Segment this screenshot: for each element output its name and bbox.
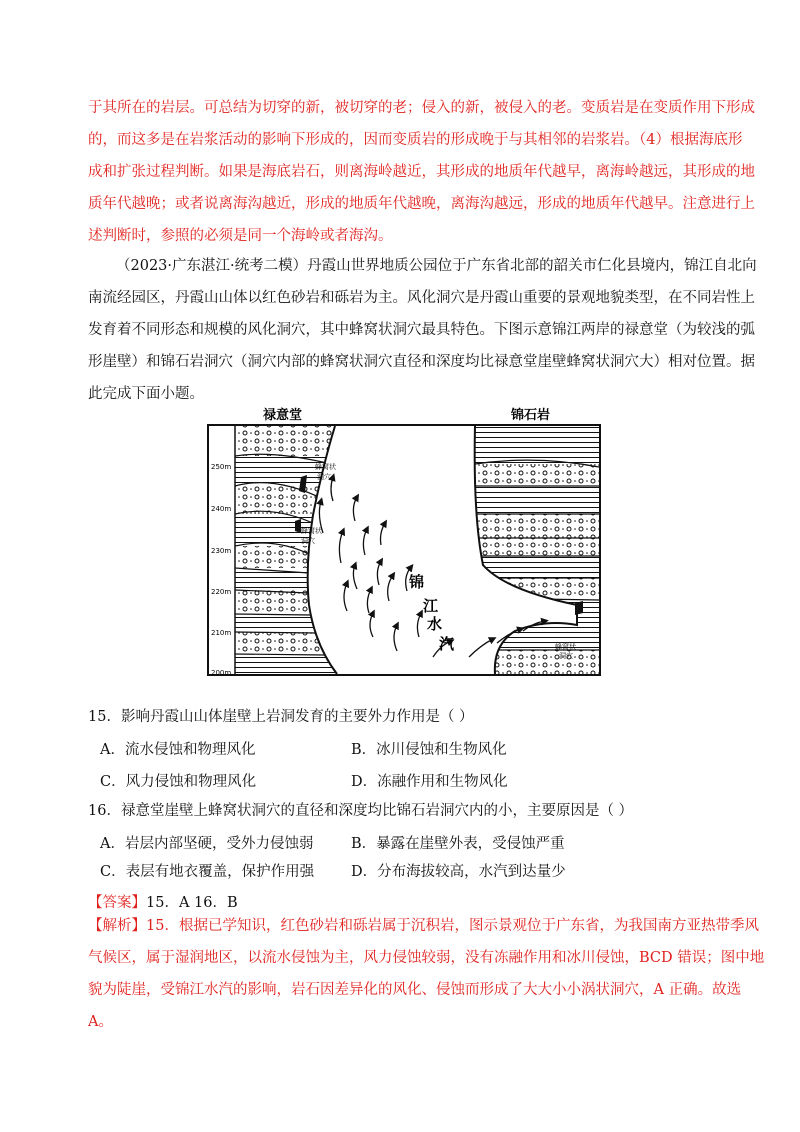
elevation-tick: 230m	[211, 547, 232, 555]
question-16-option-a[interactable]: A．岩层内部坚硬，受外力侵蚀弱	[100, 836, 314, 852]
analysis-section	[88, 910, 765, 1038]
analysis-text: 15．根据已学知识，红色砂岩和砾岩属于沉积岩，图示景观位于广东省，为我国南方亚热带季风	[146, 918, 759, 934]
analysis-tag: 【解析】	[88, 918, 146, 934]
river-label-char: 锦	[409, 573, 425, 591]
elevation-tick: 250m	[211, 463, 232, 471]
text-line: 形崖壁）和锦石岩洞穴（洞穴内部的蜂窝状洞穴直径和深度均比禄意堂崖壁蜂窝状洞穴大）相对位置。据	[88, 354, 755, 370]
elevation-tick: 220m	[211, 588, 232, 596]
question-16-option-d[interactable]: D．分布海拔较高，水汽到达量少	[351, 864, 566, 880]
text-line: 的，而这多是在岩浆活动的影响下形成的，因而变质岩的形成晚于与其相邻的岩浆岩。（4）根据海底形	[88, 132, 743, 148]
right-site-title: 锦石岩	[511, 408, 551, 423]
text-line: 发育着不同形态和规模的风化洞穴，其中蜂窝状洞穴最具特色。下图示意锦江两岸的禄意堂（为较浅的弧	[88, 322, 755, 338]
question-15-option-d[interactable]: D．冻融作用和生物风化	[351, 774, 508, 790]
text-line: 南流经园区，丹霞山山体以红色砂岩和砾岩为主。风化洞穴是丹霞山重要的景观地貌类型，在不同岩性上	[88, 290, 755, 306]
river-label-char: 汽	[439, 635, 455, 653]
text-line: 于其所在的岩层。可总结为切穿的新，被切穿的老；侵入的新，被侵入的老。变质岩是在变质作用下形成	[88, 100, 755, 116]
honeycomb-label: 蜂窝状	[301, 527, 322, 535]
elevation-tick: 240m	[211, 505, 232, 513]
text-line: 质年代越晚；或者说离海沟越近，形成的地质年代越晚，离海沟越远，形成的地质年代越早。注意进行上	[88, 196, 755, 212]
elevation-tick: 200m	[211, 669, 232, 677]
elevation-tick: 210m	[211, 629, 232, 637]
answer-tag: 【答案】	[88, 895, 146, 911]
honeycomb-label: 蜂窝状	[555, 643, 576, 651]
cave-label: 洞穴	[317, 473, 331, 481]
text-line: （2023·广东湛江·统考二模）丹霞山世界地质公园位于广东省北部的韶关市仁化县境内，锦江自北向	[116, 258, 757, 274]
question-15-option-a[interactable]: A．流水侵蚀和物理风化	[100, 742, 256, 758]
text-line: 此完成下面小题。	[88, 386, 204, 402]
question-16-option-c[interactable]: C．表层有地衣覆盖，保护作用强	[100, 864, 315, 880]
cliff-cross-section-figure	[205, 405, 605, 677]
question-15-stem: 15．影响丹霞山山体崖壁上岩洞发育的主要外力作用是（ ）	[88, 709, 474, 725]
answer-text: 15．A 16．B	[146, 895, 238, 911]
question-16-stem: 16．禄意堂崖壁上蜂窝状洞穴的直径和深度均比锦石岩洞穴内的小，主要原因是（ ）	[88, 803, 634, 819]
left-site-title: 禄意堂	[263, 408, 303, 423]
cave-label: 洞穴	[559, 652, 573, 660]
question-15-option-c[interactable]: C．风力侵蚀和物理风化	[100, 774, 257, 790]
question-16-option-b[interactable]: B．暴露在崖壁外表，受侵蚀严重	[351, 836, 565, 852]
question-15-option-b[interactable]: B．冰川侵蚀和生物风化	[351, 742, 507, 758]
text-line: A。	[88, 1014, 113, 1030]
text-line: 述判断时，参照的必须是同一个海岭或者海沟。	[88, 228, 393, 244]
honeycomb-label: 蜂窝状	[315, 463, 336, 471]
text-line: 貌为陡崖，受锦江水汽的影响，岩石因差异化的风化、侵蚀而形成了大大小小涡状洞穴，A 正确。故选	[88, 982, 742, 998]
text-line: 气候区，属于湿润地区，以流水侵蚀为主，风力侵蚀较弱，没有冻融作用和冰川侵蚀，BCD 错误；图中地	[88, 950, 765, 966]
text-line: 成和扩张过程判断。如果是海底岩石，则离海岭越近，其形成的地质年代越早，离海岭越远，其形成的地	[88, 164, 755, 180]
question-material	[88, 250, 757, 410]
cave-label: 洞穴	[301, 537, 315, 545]
text-line	[88, 910, 759, 942]
river-label-char: 江	[423, 597, 439, 615]
river-label-char: 水	[427, 615, 443, 633]
honeycomb-cave-marker	[575, 601, 583, 615]
previous-explanation	[88, 92, 755, 252]
